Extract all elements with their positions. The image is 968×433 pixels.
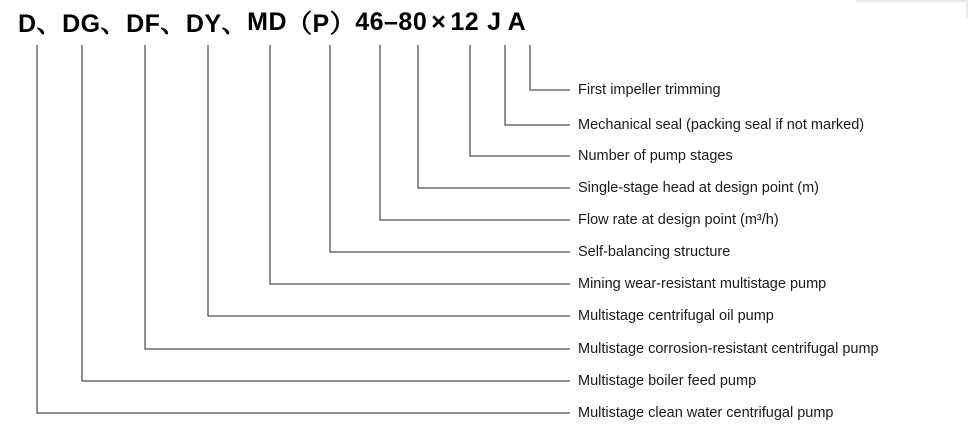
code-segment-p: （P） [287,10,356,38]
leader-self-balancing-structure [330,45,570,252]
leader-first-impeller-trimming [530,45,570,90]
code-segment-df: DF、 [126,10,186,38]
callout-label-number-of-pump-stages: Number of pump stages [578,148,733,164]
callout-label-multistage-clean-water-centrifugal-pump: Multistage clean water centrifugal pump [578,405,834,421]
callout-label-mechanical-seal: Mechanical seal (packing seal if not marked) [578,117,865,133]
callout-label-multistage-boiler-feed-pump: Multistage boiler feed pump [578,373,757,389]
leader-multistage-corrosion-resistant-centrifugal-pump [145,45,570,349]
code-segment-dy: DY、 [185,10,248,38]
callout-label-self-balancing-structure: Self-balancing structure [578,244,731,260]
code-segment-trim: A [507,7,527,36]
leader-multistage-boiler-feed-pump [82,45,570,381]
code-segment-flow: 46–80 [355,7,428,36]
code-segment-stages: 12 [450,7,480,36]
callout-label-single-stage-head: Single-stage head at design point (m) [578,180,820,196]
code-segment-dg: DG、 [62,10,127,38]
callout-label-first-impeller-trimming: First impeller trimming [578,82,721,98]
callout-label-flow-rate: Flow rate at design point (m³/h) [578,212,779,228]
leader-mechanical-seal [505,45,570,125]
leader-flow-rate [380,45,570,220]
leader-single-stage-head [418,45,570,188]
callout-label-multistage-centrifugal-oil-pump: Multistage centrifugal oil pump [578,308,774,324]
callout-label-multistage-corrosion-resistant-centrifugal-pump: Multistage corrosion-resistant centrifugal pump [578,341,879,357]
code-segment-d: D、 [18,10,63,38]
code-segment-md: MD [247,7,288,36]
code-segment-seal: J [487,7,502,36]
code-segment-times: × [431,7,447,36]
leader-mining-wear-resistant-multistage-pump [270,45,570,284]
callout-label-mining-wear-resistant-multistage-pump: Mining wear-resistant multistage pump [578,276,827,292]
leader-number-of-pump-stages [470,45,570,156]
leader-multistage-centrifugal-oil-pump [208,45,570,316]
leader-multistage-clean-water-centrifugal-pump [37,45,570,413]
